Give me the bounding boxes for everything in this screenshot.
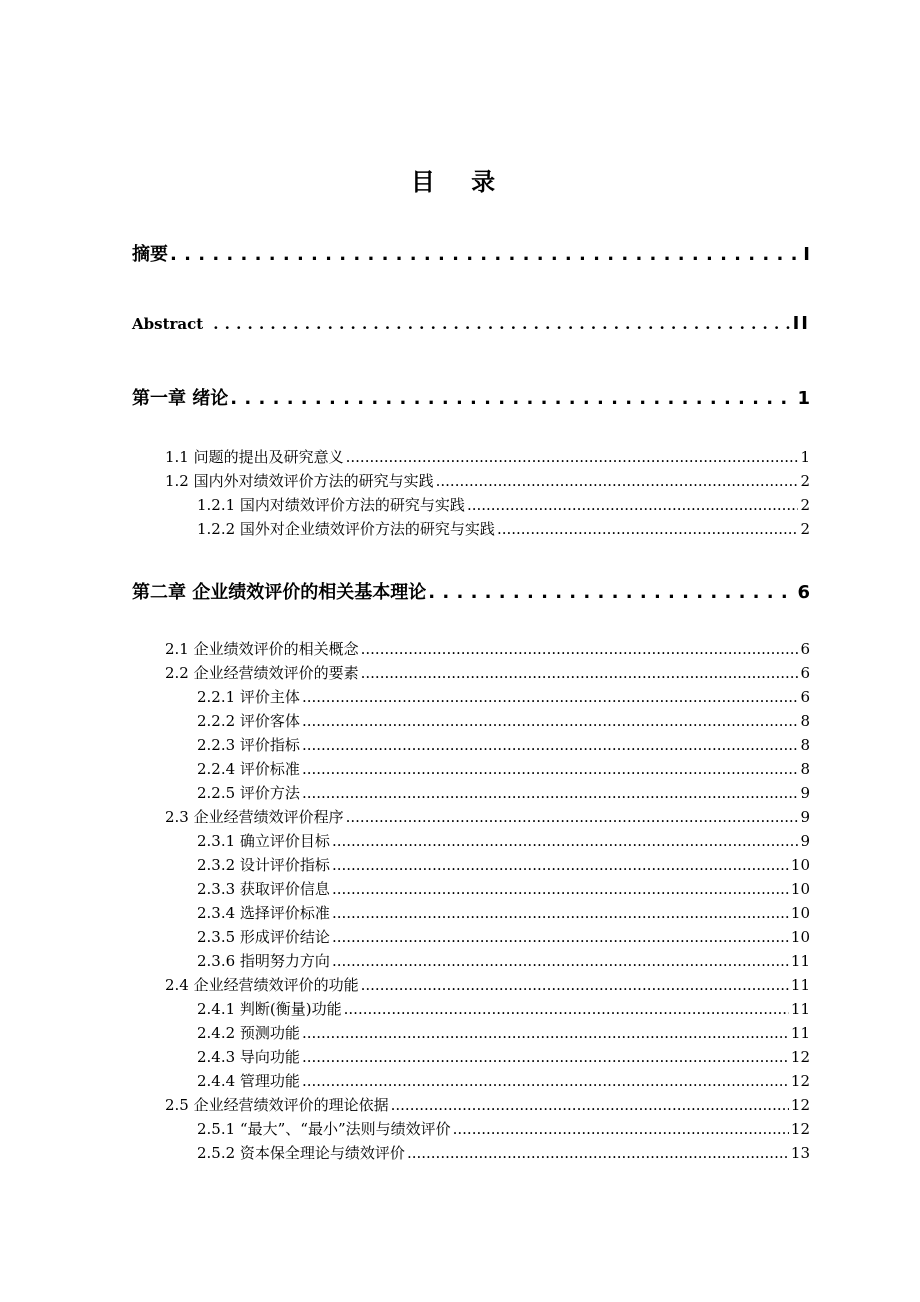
toc-label: 2.3.1 确立评价目标	[197, 832, 330, 850]
toc-entry-2-4-3[interactable]	[197, 1046, 810, 1067]
toc-label: 2.2.5 评价方法	[197, 784, 300, 802]
toc-page: 9	[800, 808, 810, 826]
toc-leader	[170, 244, 801, 265]
toc-page: 12	[790, 1048, 810, 1066]
toc-leader	[213, 315, 790, 333]
toc-entry-2-3-2[interactable]	[197, 854, 810, 875]
toc-label: Abstract	[132, 315, 204, 333]
toc-entry-2-4-4[interactable]	[197, 1070, 810, 1091]
toc-page: 6	[797, 582, 810, 603]
toc-label: 1.2.2 国外对企业绩效评价方法的研究与实践	[197, 520, 495, 538]
toc-label: 2.5 企业经营绩效评价的理论依据	[165, 1096, 389, 1114]
toc-label: 2.2.4 评价标准	[197, 760, 300, 778]
toc-label: 2.2.1 评价主体	[197, 688, 300, 706]
toc-page: 12	[790, 1072, 810, 1090]
toc-label: 2.1 企业绩效评价的相关概念	[165, 640, 359, 658]
toc-page: 9	[800, 784, 810, 802]
toc-label: 摘要	[132, 244, 168, 265]
toc-label: 2.3.2 设计评价指标	[197, 856, 330, 874]
toc-leader	[332, 952, 789, 970]
toc-page: 12	[790, 1120, 810, 1138]
toc-label: 1.2 国内外对绩效评价方法的研究与实践	[165, 472, 434, 490]
toc-label: 2.4.2 预测功能	[197, 1024, 300, 1042]
toc-page: 6	[800, 640, 810, 658]
toc-leader	[230, 388, 795, 409]
toc-leader	[453, 1120, 789, 1138]
toc-page: 10	[790, 904, 810, 922]
toc-leader	[332, 832, 799, 850]
toc-leader	[497, 520, 799, 538]
toc-page: 11	[790, 1000, 810, 1018]
toc-entry-2-2-1[interactable]	[197, 686, 810, 707]
toc-entry-2-4-2[interactable]	[197, 1022, 810, 1043]
toc-label: 2.4.1 判断(衡量)功能	[197, 1000, 342, 1018]
toc-page: 11	[790, 976, 810, 994]
toc-entry-1-1[interactable]	[165, 446, 810, 467]
toc-leader	[302, 688, 799, 706]
toc-page: 1	[797, 388, 810, 409]
toc-label: 2.3.4 选择评价标准	[197, 904, 330, 922]
toc-page: 9	[800, 832, 810, 850]
toc-entry-2-3-5[interactable]	[197, 926, 810, 947]
toc-page: 8	[800, 760, 810, 778]
toc-label: 2.4.3 导向功能	[197, 1048, 300, 1066]
toc-leader	[332, 904, 789, 922]
toc-label: 1.1 问题的提出及研究意义	[165, 448, 344, 466]
toc-entry-2-5-2[interactable]	[197, 1142, 810, 1163]
toc-page: 8	[800, 736, 810, 754]
toc-page: 8	[800, 712, 810, 730]
toc-leader	[302, 784, 799, 802]
toc-page: 6	[800, 688, 810, 706]
toc-label: 2.3.6 指明努力方向	[197, 952, 330, 970]
toc-page: 10	[790, 880, 810, 898]
toc-label: 1.2.1 国内对绩效评价方法的研究与实践	[197, 496, 465, 514]
toc-leader	[302, 1024, 789, 1042]
toc-entry-2-2-5[interactable]	[197, 782, 810, 803]
toc-entry-1-2[interactable]	[165, 470, 810, 491]
toc-page: 11	[790, 952, 810, 970]
toc-leader	[428, 582, 795, 603]
toc-entry-2-1[interactable]	[165, 638, 810, 659]
toc-label: 2.3.3 获取评价信息	[197, 880, 330, 898]
toc-page: I	[803, 244, 810, 265]
toc-leader	[361, 640, 799, 658]
toc-entry-2-4[interactable]	[165, 974, 810, 995]
toc-leader	[436, 472, 799, 490]
toc-entry-1-2-2[interactable]	[197, 518, 810, 539]
toc-leader	[344, 1000, 789, 1018]
toc-page: 11	[790, 1024, 810, 1042]
toc-entry-2-3[interactable]	[165, 806, 810, 827]
toc-entry-2-4-1[interactable]	[197, 998, 810, 1019]
toc-label: 2.5.2 资本保全理论与绩效评价	[197, 1144, 405, 1162]
toc-label: 第二章 企业绩效评价的相关基本理论	[132, 582, 427, 603]
toc-page: 2	[800, 520, 810, 538]
toc-leader	[361, 976, 789, 994]
toc-entry-chapter-2[interactable]	[132, 578, 810, 604]
toc-label: 2.2.2 评价客体	[197, 712, 300, 730]
toc-page: 10	[790, 856, 810, 874]
toc-label: 2.4 企业经营绩效评价的功能	[165, 976, 359, 994]
toc-leader	[346, 448, 799, 466]
toc-entry-2-3-4[interactable]	[197, 902, 810, 923]
toc-entry-2-2-4[interactable]	[197, 758, 810, 779]
toc-leader	[302, 760, 799, 778]
toc-entry-2-3-3[interactable]	[197, 878, 810, 899]
toc-leader	[361, 664, 799, 682]
toc-entry-2-2[interactable]	[165, 662, 810, 683]
toc-page: 1	[800, 448, 810, 466]
toc-label: 2.2 企业经营绩效评价的要素	[165, 664, 359, 682]
toc-leader	[332, 880, 789, 898]
toc-label: 2.5.1 “最大”、“最小”法则与绩效评价	[197, 1120, 451, 1138]
toc-label: 2.2.3 评价指标	[197, 736, 300, 754]
toc-page: 2	[800, 496, 810, 514]
toc-page: 12	[790, 1096, 810, 1114]
toc-leader	[302, 1048, 789, 1066]
toc-page: 6	[800, 664, 810, 682]
toc-leader	[467, 496, 799, 514]
toc-entry-2-5[interactable]	[165, 1094, 810, 1115]
toc-leader	[302, 712, 799, 730]
toc-leader	[332, 856, 789, 874]
toc-entry-2-3-1[interactable]	[197, 830, 810, 851]
toc-entry-2-2-3[interactable]	[197, 734, 810, 755]
toc-label: 2.3 企业经营绩效评价程序	[165, 808, 344, 826]
toc-label: 2.4.4 管理功能	[197, 1072, 300, 1090]
toc-leader	[302, 1072, 789, 1090]
toc-page: 10	[790, 928, 810, 946]
toc-entry-abstract-en[interactable]	[132, 313, 810, 334]
toc-label: 2.3.5 形成评价结论	[197, 928, 330, 946]
toc-entry-2-3-6[interactable]	[197, 950, 810, 971]
toc-entry-2-5-1[interactable]	[197, 1118, 810, 1139]
page-title: 目 录	[410, 168, 510, 196]
toc-leader	[332, 928, 789, 946]
toc-page: 13	[790, 1144, 810, 1162]
toc-entry-2-2-2[interactable]	[197, 710, 810, 731]
toc-leader	[407, 1144, 789, 1162]
toc-page: 2	[800, 472, 810, 490]
toc-entry-abstract-cn[interactable]	[132, 240, 810, 266]
toc-leader	[346, 808, 799, 826]
toc-page: II	[792, 313, 810, 334]
toc-entry-chapter-1[interactable]	[132, 384, 810, 410]
toc-label: 第一章 绪论	[132, 388, 229, 409]
toc-leader	[391, 1096, 789, 1114]
toc-entry-1-2-1[interactable]	[197, 494, 810, 515]
toc-leader	[302, 736, 799, 754]
